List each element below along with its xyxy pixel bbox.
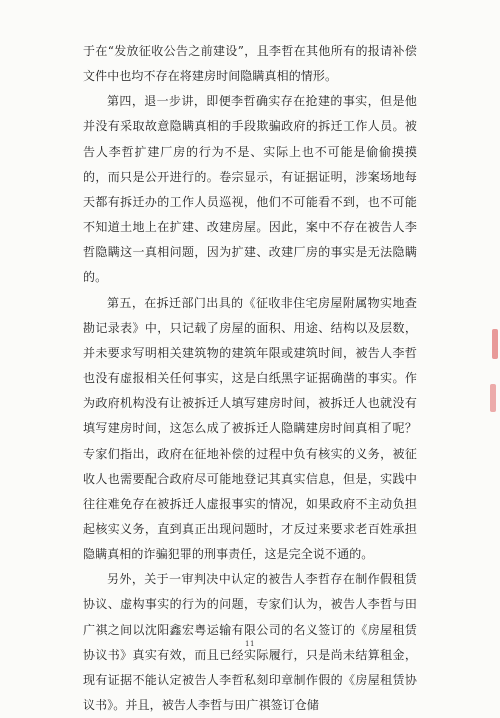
paragraph-fifth-point: 第五，在拆迁部门出具的《征收非住宅房屋附属物实地查勘记录表》中，只记载了房屋的面积、用途、结构以及层数，并未要求写明相关建筑物的建筑年限或建筑时间，被告人李哲也没有虚报相关任何事实，这是白纸黑字证据确凿的事实。作为政府机构没有让被拆迁人填写建房时间，被拆迁人也就没有填写建房时间，这怎么成了被拆迁人隐瞒建房时间真相了呢？专家们指出，政府在征地补偿的过程中负有核实的义务，被征收人也需要配合政府尽可能地登记其真实信息，但是，实践中往往难免存在被拆迁人虚报事实的情况，如果政府不主动负担起核实义务，直到真正出现问题时，才反过来要求老百姓承担隐瞒真相的诈骗犯罪的刑事责任，这是完全说不通的。	[83, 295, 417, 562]
paragraph-fourth-point: 第四，退一步讲，即便李哲确实存在抢建的事实，但是他并没有采取故意隐瞒真相的手段欺骗政府的拆迁工作人员。被告人李哲扩建厂房的行为不是、实际上也不可能是偷偷摸摸的，而只是公开进行的。卷宗显示，有证据证明，涉案场地每天都有拆迁办的工作人员巡视，他们不可能看不到，也不可能不知道土地上在扩建、改建房屋。因此，案中不存在被告人李哲隐瞒这一真相问题，因为扩建、改建厂房的事实是无法隐瞒的。	[83, 94, 417, 285]
document-body	[83, 39, 417, 718]
seal-fragment-mark	[492, 329, 498, 359]
seal-fragment-mark	[490, 384, 496, 412]
page-number: 11	[245, 640, 255, 648]
paragraph-additional-point: 另外，关于一审判决中认定的被告人李哲存在制作假租赁协议、虚构事实的行为的问题，专家们认为，被告人李哲与田广祺之间以沈阳鑫宏粤运输有限公司的名义签订的《房屋租赁协议书》真实有效，而且已经实际履行，只是尚未结算租金，现有证据不能认定被告人李哲私刻印章制作假的《房屋租赁协议书》。并且，被告人李哲与田广祺签订仓储	[83, 572, 417, 713]
paragraph-continuation: 于在“发放征收公告之前建设”，且李哲在其他所有的报请补偿文件中也均不存在将建房时间隐瞒真相的情形。	[83, 44, 417, 84]
